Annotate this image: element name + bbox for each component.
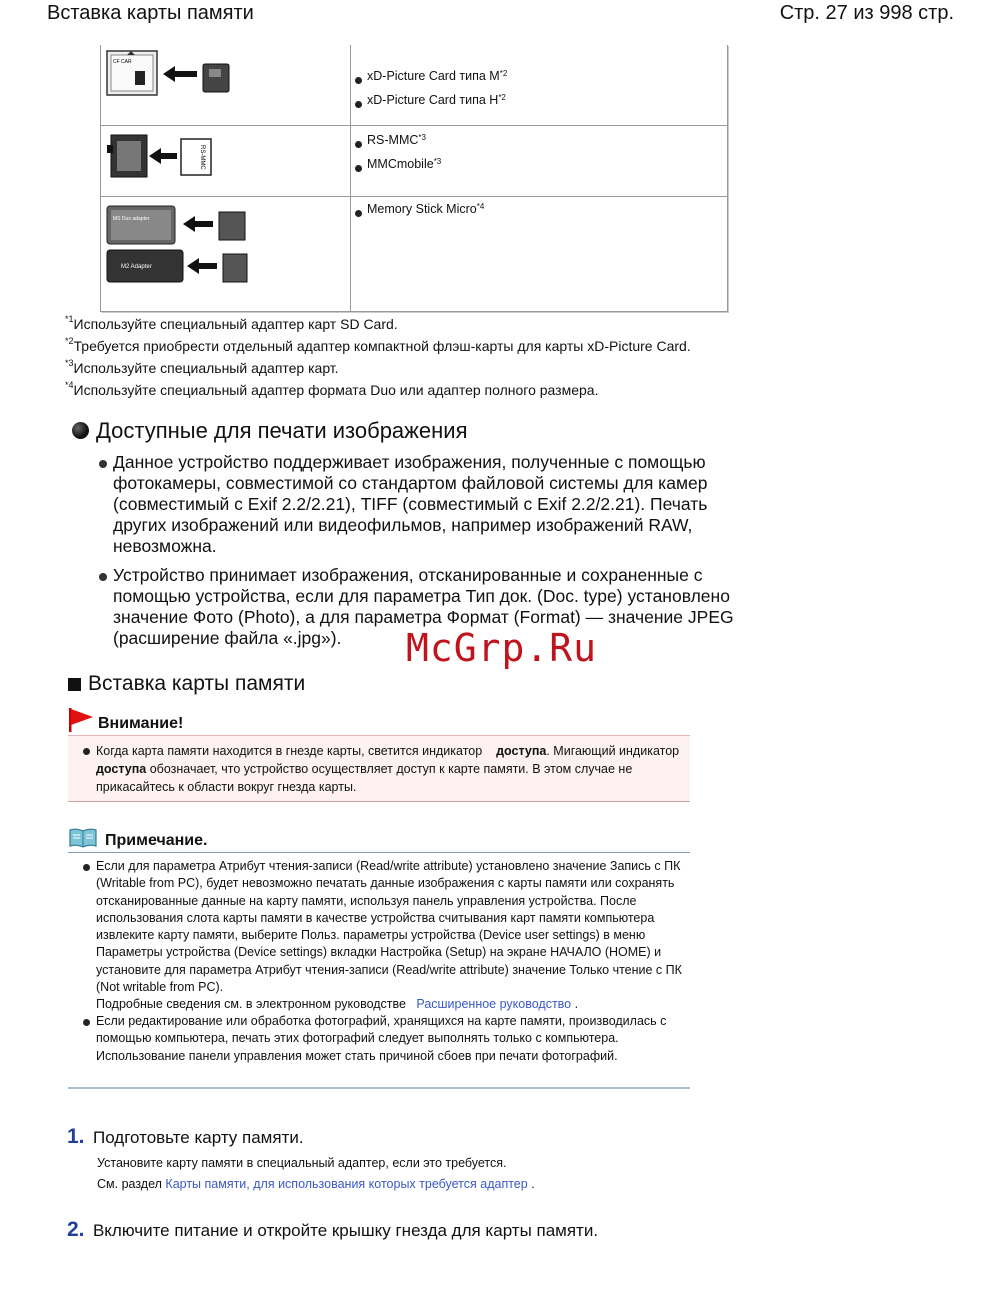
step-number: 2.	[67, 1218, 85, 1241]
step-title: Подготовьте карту памяти.	[92, 1128, 304, 1147]
footnote: $^{*1}$Используйте специальный адаптер карт SD Card.	[65, 314, 398, 332]
page-counter: Стр. 27 из 998 стр.	[779, 2, 954, 24]
note-title: Примечание.	[105, 832, 208, 849]
cf-adapter-label: CF CAR	[113, 59, 132, 65]
warning-box	[68, 705, 690, 802]
card-list	[353, 129, 441, 177]
rs-mmc-card-label: RS-MMC	[199, 145, 205, 170]
step-title: Включите питание и откройте крышку гнезда для карты памяти.	[92, 1221, 599, 1240]
note-item: Если для параметра Атрибут чтения-записи (Read/write attribute) установлено значение Запись с ПК (Writable from PC), будет невозможно печатать данные изображения с карты памяти или сохранять отсканированные данные на карту памяти, используя панель управления устройства. После использования слота карты памяти в качестве устройства считывания карт памяти компьютера извлеките карту памяти, выберите Польз. параметры устройства (Device user settings) в меню Параметры устройства (Device settings) вкладки Настройка (Setup) на экране НАЧАЛО (HOME) и установите для параметра Атрибут чтения-записи (Read/write attribute) значение Только чтение с ПК (Not writable from PC). Подробные сведения см. в электронном руководстве Расширенное руководство .	[96, 858, 686, 1014]
note-item: Если редактирование или обработка фотографий, хранящихся на карте памяти, производилась с помощью компьютера, печать этих фотографий следует выполнять только с компьютера. Использование панели управления может стать причиной сбоев при печати фотографий.	[96, 1013, 686, 1065]
extended-guide-link[interactable]: Расширенное руководство	[416, 997, 572, 1012]
bullet-icon	[72, 422, 89, 439]
step-description: Установите карту памяти в специальный адаптер, если это требуется.	[97, 1156, 507, 1170]
card-list	[353, 65, 507, 113]
bullet-icon	[83, 864, 90, 871]
section-heading-insert: Вставка карты памяти	[68, 672, 305, 696]
bullet-icon	[99, 573, 107, 581]
watermark: McGrp.Ru	[406, 626, 598, 670]
bullet-icon	[83, 748, 90, 755]
table-row	[101, 45, 727, 126]
note-box	[68, 825, 690, 1089]
list-item: Memory Stick Micro$^{*4}$	[353, 198, 484, 222]
bullet-icon	[83, 1019, 90, 1026]
cf-adapter-illustration	[105, 49, 235, 97]
paragraph: Данное устройство поддерживает изображения, полученные с помощью фотокамеры, совместимой со стандартом файловой системы для камер (совместимый с Exif 2.2/2.21), TIFF (совместимый с Exif 2.2/2.21). Печать других изображений или видеофильмов, например изображений RAW, невозможна.	[113, 452, 753, 557]
paragraph: Устройство принимает изображения, отсканированные и сохраненные с помощью устройства, если для параметра Тип док. (Doc. type) установлено значение Фото (Photo), а для параметра Формат (Format) — значение JPEG (расширение файла «.jpg»).	[113, 565, 753, 649]
square-bullet-icon	[68, 678, 81, 691]
warning-text: Когда карта памяти находится в гнезде карты, светится индикатор доступа. Мигающий индикатор доступа обозначает, что устройство осуществляет доступ к карте памяти. В этом случае не прикасайтесь к области вокруг гнезда карты.	[96, 742, 686, 796]
page-header-title: Вставка карты памяти	[47, 2, 254, 24]
list-item: xD-Picture Card типа $M^{*2}$	[353, 65, 507, 89]
step-reference: См. раздел Карты памяти, для использования которых требуется адаптер .	[97, 1177, 535, 1191]
list-item: xD-Picture Card типа $H^{*2}$	[353, 89, 507, 113]
warning-title: Внимание!	[98, 715, 184, 732]
m2-adapter-label: M2 Adapter	[121, 264, 152, 270]
table-row	[101, 125, 727, 197]
open-book-icon	[68, 827, 98, 849]
list-item: MMCmobile$^{*3}$	[353, 153, 441, 177]
card-adapter-table	[100, 45, 728, 312]
ms-duo-adapter-label: MS Duo adapter	[113, 216, 150, 222]
step-2	[67, 1218, 598, 1242]
footnote: $^{*2}$Требуется приобрести отдельный адаптер компактной флэш-карты для карты xD-Picture Card.	[65, 336, 691, 354]
section-heading-printable: Доступные для печати изображения	[72, 418, 467, 444]
warning-body	[68, 735, 690, 801]
note-divider	[68, 852, 690, 853]
table-row	[101, 196, 727, 311]
card-list	[353, 198, 484, 222]
footnote: $^{*3}$Используйте специальный адаптер карт.	[65, 358, 339, 376]
red-flag-icon	[68, 707, 94, 733]
adapter-cards-link[interactable]: Карты памяти, для использования которых требуется адаптер	[165, 1177, 528, 1191]
footnote: $^{*4}$Используйте специальный адаптер формата Duo или адаптер полного размера.	[65, 380, 599, 398]
rs-mmc-adapter-illustration	[105, 131, 235, 181]
bullet-icon	[99, 460, 107, 468]
step-number: 1.	[67, 1125, 85, 1148]
step-1	[67, 1125, 304, 1149]
list-item: RS-MMC$^{*3}$	[353, 129, 441, 153]
memory-stick-adapter-illustration	[105, 204, 255, 286]
